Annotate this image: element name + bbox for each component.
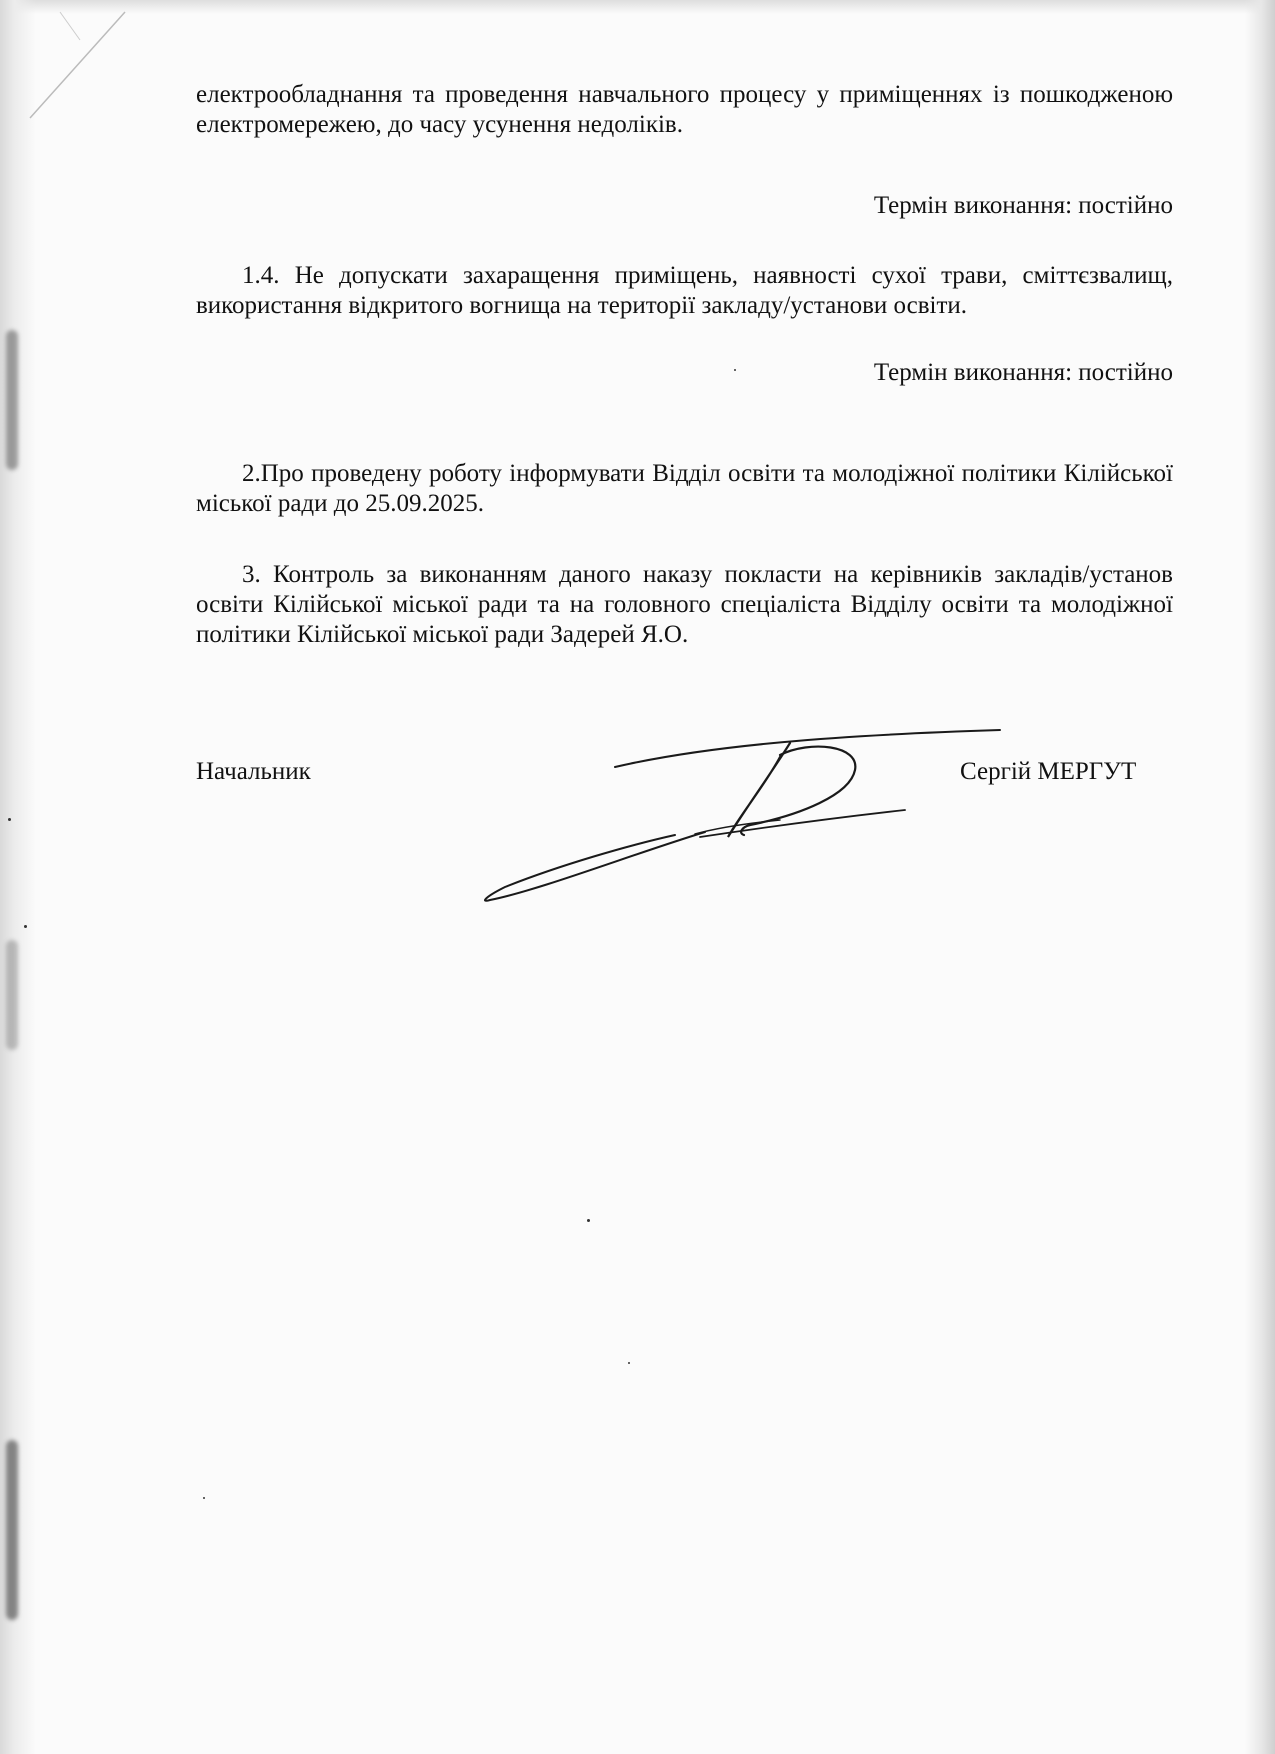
scan-speck (8, 818, 11, 821)
scan-speck (203, 1497, 205, 1499)
paragraph-2: 2.Про проведену роботу інформувати Відділ освіти та молодіжної політики Кілійської міської ради до 25.09.2025. (196, 460, 1173, 517)
signatory-name: Сергій МЕРГУТ (960, 758, 1137, 785)
scan-speck (734, 369, 736, 371)
handwritten-signature (480, 715, 1010, 915)
paragraph-1-3-continuation: електрообладнання та проведення навчального процесу у приміщеннях із пошкодженою електромережею, до часу усунення недоліків. (196, 81, 1173, 138)
scan-speck (587, 1219, 590, 1222)
deadline-1: Термін виконання: постійно (873, 192, 1173, 219)
scan-smudge (6, 1440, 18, 1620)
deadline-2: Термін виконання: постійно (873, 359, 1173, 386)
scan-corner-mark (20, 10, 130, 120)
scan-edge-top (0, 0, 1275, 14)
scan-smudge (6, 940, 18, 1050)
paragraph-1-4: 1.4. Не допускати захаращення приміщень, наявності сухої трави, сміттєзвалищ, використання відкритого вогнища на території закладу/установи освіти. (196, 262, 1173, 319)
scan-speck (24, 925, 27, 928)
signatory-title: Начальник (196, 758, 311, 785)
scan-smudge (6, 330, 18, 470)
scan-edge-right (1245, 0, 1275, 1754)
paragraph-3: 3. Контроль за виконанням даного наказу покласти на керівників закладів/установ освіти Кілійської міської ради та на головного спеціаліста Відділу освіти та молодіжної політики Кілійської міської ради Задерей Я.О. (196, 561, 1173, 648)
scan-speck (628, 1362, 630, 1364)
